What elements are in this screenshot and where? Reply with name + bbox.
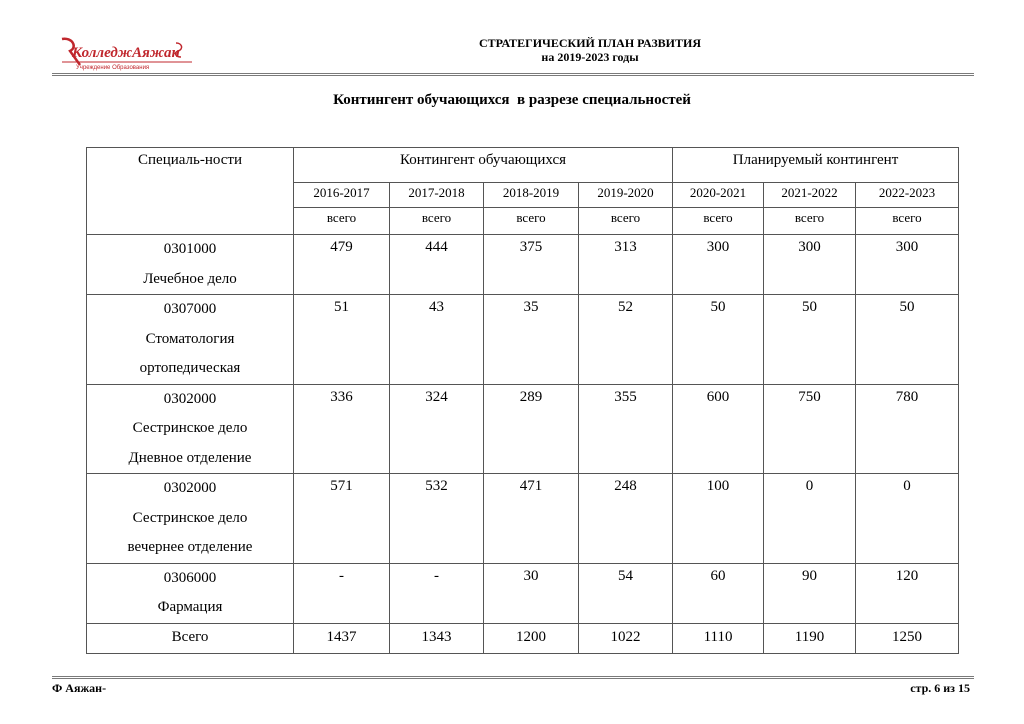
value-cell: 120: [856, 563, 959, 623]
svg-text:Учреждение Образования: Учреждение Образования: [76, 65, 150, 71]
page-heading: Контингент обучающихся в разрезе специальностей: [333, 92, 691, 108]
value-cell: 90: [764, 563, 856, 623]
plan-title: СТРАТЕГИЧЕСКИЙ ПЛАН РАЗВИТИЯ: [478, 36, 701, 50]
specialty-name: Фармация: [157, 599, 223, 615]
total-label: Всего: [87, 623, 294, 653]
specialty-cell: [87, 563, 294, 623]
year-header: 2018-2019: [484, 183, 579, 208]
specialty-cell: [87, 384, 294, 474]
year-header: 2017-2018: [390, 183, 484, 208]
value-cell: 313: [579, 235, 673, 295]
totals-row: [87, 623, 959, 653]
table-row: [87, 295, 959, 385]
specialty-name: Сестринское дело: [132, 509, 248, 526]
svg-text:КолледжАяжан: КолледжАяжан: [72, 45, 180, 61]
specialty-code: 0302000: [163, 390, 217, 407]
value-cell: 35: [484, 295, 579, 385]
value-cell: 50: [856, 295, 959, 385]
plan-years: на 2019-2023 годы: [541, 50, 639, 64]
value-cell: 0: [856, 474, 959, 564]
total-value: 1250: [856, 623, 959, 653]
value-cell: 479: [294, 235, 390, 295]
value-cell: 52: [579, 295, 673, 385]
total-value: 1200: [484, 623, 579, 653]
specialty-detail: ортопедическая: [139, 360, 241, 376]
year-header: 2021-2022: [764, 183, 856, 208]
year-header: 2022-2023: [856, 183, 959, 208]
total-subheader: всего: [856, 208, 959, 235]
total-value: 1343: [390, 623, 484, 653]
table-row: [87, 563, 959, 623]
value-cell: 248: [579, 474, 673, 564]
footer-form-code: Ф Аяжан-: [52, 681, 107, 695]
specialty-cell: [87, 235, 294, 295]
value-cell: 0: [764, 474, 856, 564]
table-row: [87, 474, 959, 564]
specialty-detail: вечернее отделение: [127, 539, 253, 555]
table-row: [87, 384, 959, 474]
value-cell: 50: [673, 295, 764, 385]
specialty-name: Лечебное дело: [143, 270, 237, 287]
header-planned-contingent: Планируемый контингент: [673, 148, 959, 183]
footer-divider: [52, 676, 974, 679]
value-cell: 324: [390, 384, 484, 474]
total-subheader: всего: [294, 208, 390, 235]
total-value: 1022: [579, 623, 673, 653]
value-cell: 60: [673, 563, 764, 623]
value-cell: 750: [764, 384, 856, 474]
total-subheader: всего: [764, 208, 856, 235]
specialty-code: 0301000: [163, 241, 217, 257]
value-cell: 30: [484, 563, 579, 623]
contingent-table: [86, 147, 959, 654]
value-cell: 355: [579, 384, 673, 474]
value-cell: -: [294, 563, 390, 623]
specialty-code: 0306000: [163, 569, 217, 586]
year-header: 2016-2017: [294, 183, 390, 208]
specialty-code: 0307000: [163, 301, 217, 317]
value-cell: 50: [764, 295, 856, 385]
value-cell: 532: [390, 474, 484, 564]
total-subheader: всего: [484, 208, 579, 235]
total-value: 1437: [294, 623, 390, 653]
specialty-detail: Дневное отделение: [128, 449, 252, 466]
page-number: стр. 6 из 15: [910, 681, 970, 695]
value-cell: 375: [484, 235, 579, 295]
total-subheader: всего: [579, 208, 673, 235]
value-cell: 289: [484, 384, 579, 474]
total-value: 1110: [673, 623, 764, 653]
value-cell: 43: [390, 295, 484, 385]
year-header: 2020-2021: [673, 183, 764, 208]
specialty-cell: [87, 295, 294, 385]
year-header: 2019-2020: [579, 183, 673, 208]
value-cell: 300: [764, 235, 856, 295]
document-header: [470, 36, 710, 64]
value-cell: 54: [579, 563, 673, 623]
total-subheader: всего: [673, 208, 764, 235]
value-cell: 444: [390, 235, 484, 295]
value-cell: 300: [856, 235, 959, 295]
specialty-code: 0302000: [163, 480, 217, 496]
value-cell: 336: [294, 384, 390, 474]
college-logo: [58, 35, 198, 73]
value-cell: 571: [294, 474, 390, 564]
value-cell: 51: [294, 295, 390, 385]
value-cell: 300: [673, 235, 764, 295]
header-divider: [52, 73, 974, 76]
total-value: 1190: [764, 623, 856, 653]
header-specialties: Специаль-ности: [87, 148, 294, 235]
value-cell: -: [390, 563, 484, 623]
header-current-contingent: Контингент обучающихся: [294, 148, 673, 183]
value-cell: 471: [484, 474, 579, 564]
specialty-cell: [87, 474, 294, 564]
specialty-name: Сестринское дело: [132, 420, 248, 436]
total-subheader: всего: [390, 208, 484, 235]
value-cell: 600: [673, 384, 764, 474]
value-cell: 100: [673, 474, 764, 564]
table-row: [87, 235, 959, 295]
value-cell: 780: [856, 384, 959, 474]
specialty-name: Стоматология: [145, 330, 235, 347]
